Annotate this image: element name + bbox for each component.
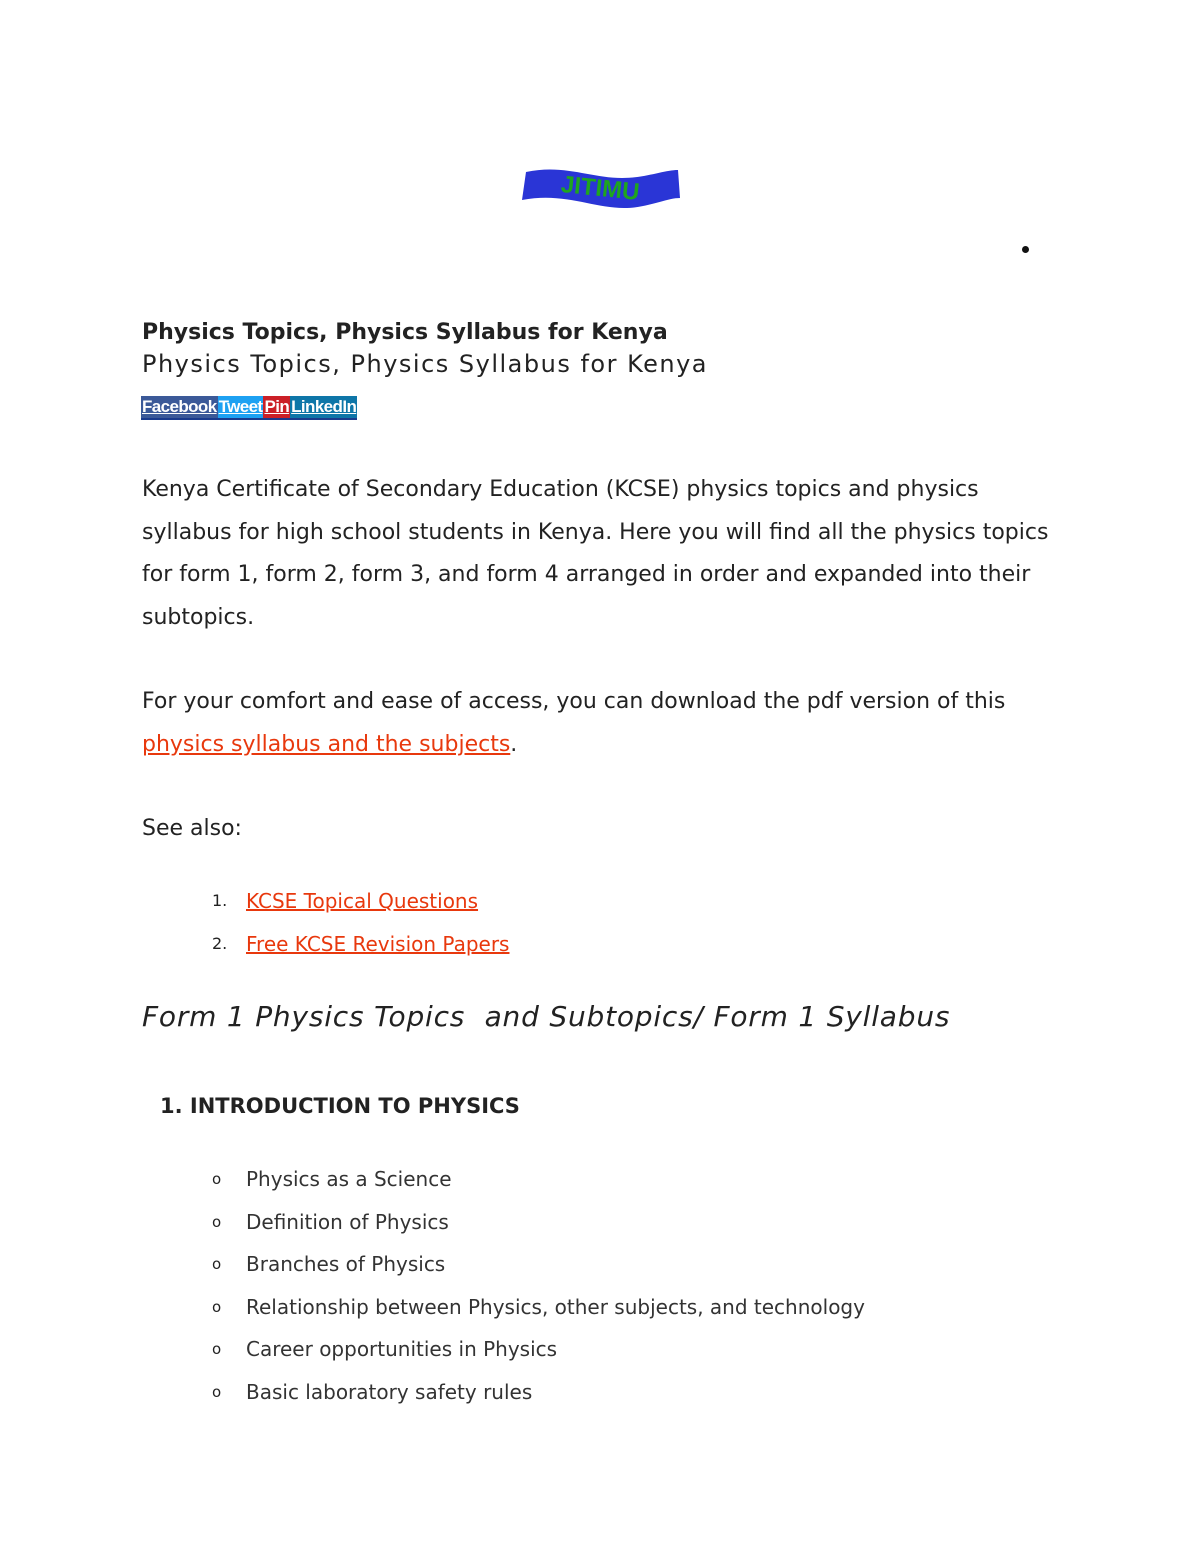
see-also-list [142,880,509,965]
circle-bullet-icon: o [212,1340,222,1358]
list-item [142,880,509,923]
see-also-label: See also: [142,816,242,841]
linkedin-share-link[interactable]: LinkedIn [291,397,357,416]
page-title: Physics Topics, Physics Syllabus for Kenya [142,320,668,345]
list-item [142,1243,865,1286]
list-item [142,1158,865,1201]
subtopic-text: Physics as a Science [246,1167,452,1191]
jitimu-logo [520,168,682,210]
subtopic-text: Relationship between Physics, other subjects, and technology [246,1294,865,1319]
facebook-share-link[interactable]: Facebook [142,397,217,416]
kcse-topical-questions-link[interactable]: KCSE Topical Questions [246,889,479,913]
circle-bullet-icon: o [212,1170,222,1188]
list-item [142,1371,865,1414]
circle-bullet-icon: o [212,1255,222,1273]
page-subtitle: Physics Topics, Physics Syllabus for Kenya [142,350,709,378]
intro-paragraph: Kenya Certificate of Secondary Education (KCSE) physics topics and physics syllabus for high school students in Kenya. Here you will find all the physics topics for form 1, form 2, form 3, and form 4 arranged in order and expanded into their subtopics. [142,477,1049,630]
topic-heading: 1. INTRODUCTION TO PHYSICS [160,1094,520,1118]
list-item [142,923,509,966]
pin-share-link[interactable]: Pin [264,397,290,416]
circle-bullet-icon: o [212,1382,222,1401]
list-number: 1. [212,891,228,910]
bullet-icon [1022,246,1029,253]
circle-bullet-icon: o [212,1212,222,1231]
logo-text: JITIMU [559,170,641,207]
circle-bullet-icon: o [212,1297,222,1316]
revision-papers-link[interactable]: Free KCSE Revision Papers [246,931,510,956]
subtopic-list [142,1158,865,1413]
subtopic-text: Career opportunities in Physics [246,1337,558,1361]
tweet-share-link[interactable]: Tweet [218,397,263,416]
list-item [142,1328,865,1371]
subtopic-text: Branches of Physics [246,1252,446,1276]
download-paragraph [142,681,1072,766]
subtopic-text: Basic laboratory safety rules [246,1379,533,1404]
download-text: For your comfort and ease of access, you can download the pdf version of this [142,689,1006,714]
subtopic-text: Definition of Physics [246,1209,449,1234]
syllabus-download-link[interactable]: physics syllabus and the subjects [142,731,511,757]
download-end: . [510,731,518,757]
list-item [142,1201,865,1244]
list-item [142,1286,865,1329]
form1-heading: Form 1 Physics Topics and Subtopics/ Form 1 Syllabus [142,1000,951,1033]
share-bar [141,396,357,420]
list-number: 2. [212,933,228,953]
